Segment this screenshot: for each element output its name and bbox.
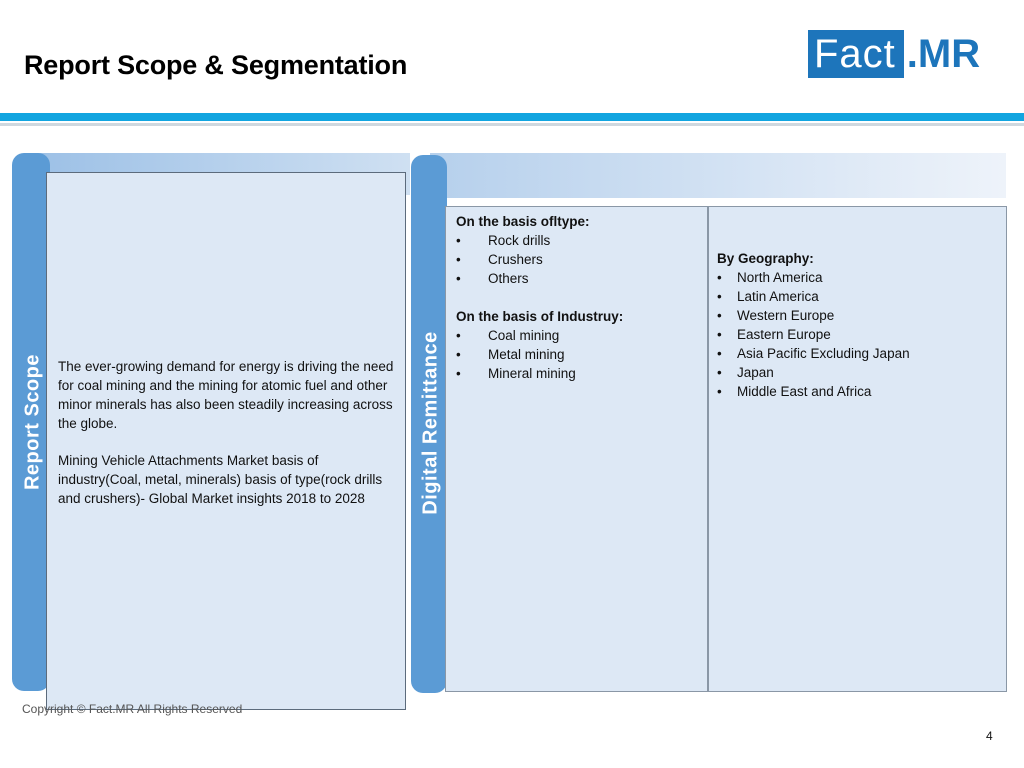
list-item [717,382,997,401]
copyright-notice: Copyright © Fact.MR All Rights Reserved [22,702,243,716]
logo-suffix-text: .MR [906,32,981,76]
list-item [456,269,702,288]
geography-item-label: Asia Pacific Excluding Japan [737,346,910,361]
bullet: • [456,347,461,362]
type-item-label: Crushers [488,252,543,267]
list-item [456,345,702,364]
bullet: • [717,365,722,380]
digital-remittance-label: Digital Remittance [419,331,442,515]
factmr-logo [808,30,980,78]
list-item [717,344,997,363]
slide-title: Report Scope & Segmentation [24,50,408,80]
type-item-label: Others [488,271,529,286]
segmentation-geography-column [717,249,997,401]
segmentation-type-industry-column [456,212,702,383]
geography-item-label: North America [737,270,823,285]
report-scope-paragraph-2: Mining Vehicle Attachments Market basis of industry(Coal, metal, minerals) basis of type(rock drills and crushers)- Global Market insights 2018 to 2028 [58,453,383,506]
industry-item-label: Metal mining [488,347,565,362]
type-heading: On the basis ofltype: [456,214,590,229]
industry-item-label: Mineral mining [488,366,576,381]
geography-item-label: Western Europe [737,308,835,323]
bullet: • [717,384,722,399]
list-item [717,268,997,287]
list-item [717,306,997,325]
industry-heading: On the basis of Industruy: [456,309,624,324]
geography-item-label: Middle East and Africa [737,384,872,399]
logo-main-text: Fact [808,30,904,78]
geography-item-label: Japan [737,365,774,380]
column-divider [707,206,709,692]
bullet: • [456,233,461,248]
bullet: • [456,271,461,286]
geography-item-label: Latin America [737,289,819,304]
report-scope-paragraph-1: The ever-growing demand for energy is driving the need for coal mining and the mining for atomic fuel and other minor minerals has also been steadily increasing across the globe. [58,359,394,431]
header-accent-rule [0,113,1024,121]
geography-list [717,268,997,401]
page-number: 4 [986,729,993,743]
list-item [456,250,702,269]
bullet: • [456,252,461,267]
digital-remittance-top-band [430,153,1006,198]
type-item-label: Rock drills [488,233,551,248]
report-scope-label: Report Scope [21,353,44,491]
industry-list [456,326,702,383]
report-scope-text [58,357,394,526]
bullet: • [456,328,461,343]
list-item [717,287,997,306]
bullet: • [717,308,722,323]
bullet: • [717,346,722,361]
bullet: • [456,366,461,381]
list-item [456,231,702,250]
bullet: • [717,327,722,342]
geography-heading: By Geography: [717,251,814,266]
industry-item-label: Coal mining [488,328,560,343]
header-shadow-rule [0,123,1024,126]
list-item [456,364,702,383]
bullet: • [717,270,722,285]
geography-item-label: Eastern Europe [737,327,831,342]
type-list [456,231,702,288]
list-item [717,325,997,344]
list-item [456,326,702,345]
list-item [717,363,997,382]
bullet: • [717,289,722,304]
